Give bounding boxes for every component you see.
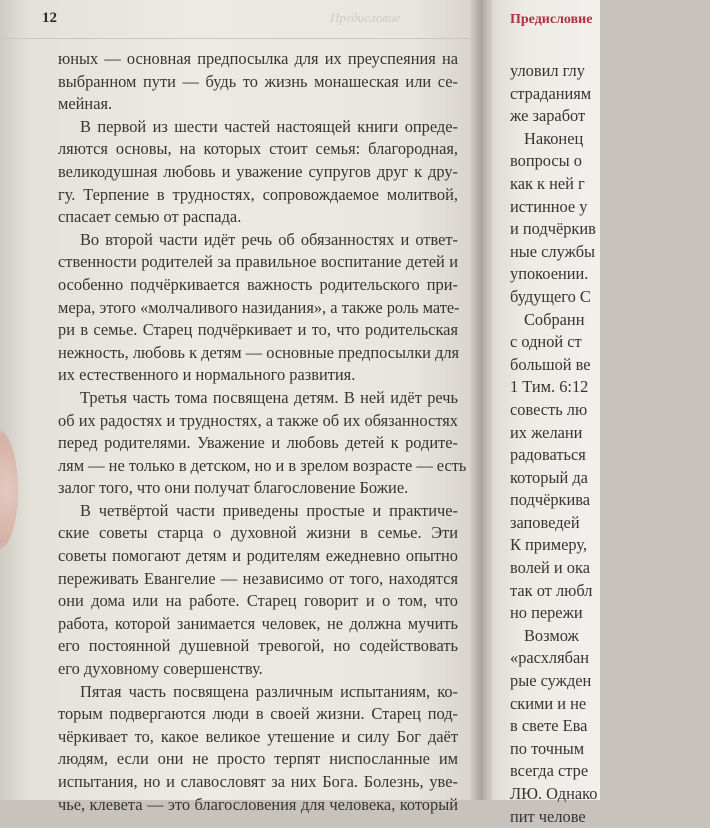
text-line: скими и не <box>510 693 587 713</box>
text-line: они дома или на работе. Старец говорит и о том, что <box>58 591 458 611</box>
running-head-left: Предисловие <box>330 10 401 25</box>
text-line: мейная. <box>58 94 113 114</box>
text-line: радоваться <box>510 445 586 465</box>
text-line: выбранном пути — будь то жизнь монашеская или се- <box>58 71 458 91</box>
text-line: ственности родителей за правильное воспитание детей и <box>58 252 458 272</box>
text-line: перед родителями. Уважение и любовь детей к родите- <box>58 433 458 453</box>
text-line: но пережи <box>510 603 583 623</box>
text-line: большой ве <box>510 354 591 374</box>
right-book-page <box>492 0 600 826</box>
text-line: ри в семье. Старец подчёркивает и то, что родительская <box>58 320 458 340</box>
text-line: вопросы о <box>510 151 582 171</box>
text-line: спасает семью от распада. <box>58 207 242 227</box>
text-line: волей и ока <box>510 558 590 578</box>
text-line: который да <box>510 467 588 487</box>
text-line: Пятая часть посвящена различным испытаниям, ко- <box>80 681 458 701</box>
text-line: пит челове <box>510 806 586 826</box>
text-line: работа, которой занимается человек, не должна мучить <box>58 613 458 633</box>
text-line: их желани <box>510 422 583 442</box>
text-line: К примеру, <box>510 535 588 555</box>
text-line: подчёркива <box>510 490 591 510</box>
text-line: Во второй части идёт речь об обязанностях и ответ- <box>80 229 458 249</box>
text-line: его постоянной душевной тревогой, но содействовать <box>58 636 458 656</box>
text-line: уловил глу <box>510 61 585 80</box>
text-line: упокоении. <box>510 264 589 284</box>
text-line: В первой из шести частей настоящей книги опреде- <box>80 116 458 136</box>
text-line: его духовному совершенству. <box>58 659 263 679</box>
text-line: В четвёртой части приведены простые и практиче- <box>80 500 458 520</box>
text-line: в свете Ева <box>510 716 588 736</box>
text-line: по точным <box>510 738 585 758</box>
text-line: особенно подчёркивается важность родительского при- <box>58 274 458 294</box>
text-line: чье, клевета — это благословения для человека, который <box>58 794 458 814</box>
text-line: «расхлябан <box>510 648 590 668</box>
text-line: страданиям <box>510 83 592 103</box>
text-line: совесть лю <box>510 399 588 419</box>
text-line: Наконец <box>524 128 584 148</box>
text-line: людям, если они не просто терпят ниспосланные им <box>58 749 458 769</box>
right-page-body-text <box>510 60 710 828</box>
text-line: Возмож <box>524 625 579 645</box>
text-line: как к ней г <box>510 173 585 193</box>
text-line: ляются основы, на которых стоит семья: благородная, <box>58 139 458 159</box>
text-line: юных — основная предпосылка для их преуспеяния на <box>58 49 458 68</box>
text-line: гу. Терпение в трудностях, сопровождаемое молитвой, <box>58 184 458 204</box>
text-line: будущего С <box>510 286 591 306</box>
text-line: чёркивает то, какое великое утешение и силу Бог даёт <box>58 726 458 746</box>
text-line: лям — не только в детском, но и в зрелом возрасте — есть <box>58 455 467 475</box>
text-line: всегда стре <box>510 761 589 781</box>
page-number: 12 <box>42 10 57 26</box>
finger-shadow <box>0 430 18 550</box>
text-line: и подчёркив <box>510 219 596 239</box>
text-line: советы помогают детям и родителям ежедневно опытно <box>58 546 458 566</box>
text-line: торым подвергаются люди в своей жизни. Старец под- <box>58 704 458 724</box>
text-line: испытания, но и славословят за них Бога. Болезнь, увe- <box>58 772 458 791</box>
running-head-right: Предисловие <box>510 12 593 27</box>
text-line: ные службы <box>510 241 596 261</box>
text-line: об их радостях и трудностях, а также об их обязанностях <box>58 410 458 430</box>
text-line: залог того, что они получат благословение Божие. <box>58 478 409 498</box>
text-line: Собранн <box>524 309 585 329</box>
text-line: рые сужден <box>510 671 592 691</box>
text-line: заповедей <box>510 512 580 532</box>
text-line: мера, этого «молчаливого назидания», а также роль мате- <box>58 297 460 317</box>
left-page-body-text <box>58 48 467 816</box>
header-rule <box>0 38 480 39</box>
text-line: 1 Тим. 6:12 <box>510 377 589 397</box>
text-line: ские советы старца о духовной жизни в семье. Эти <box>58 523 458 543</box>
text-line: Третья часть тома посвящена детям. В ней идёт речь <box>80 387 458 407</box>
text-line: нежность, любовь к детям — основные предпосылки для <box>58 342 460 362</box>
text-line: истинное у <box>510 196 588 216</box>
text-line: переживать Евангелие — независимо от того, находятся <box>58 568 458 588</box>
text-line: их естественного и нормального развития. <box>58 365 356 385</box>
text-line: ЛЮ. Однако <box>510 784 598 803</box>
text-line: великодушная любовь и уважение супругов друг к дру- <box>58 161 458 181</box>
text-line: так от любл <box>510 580 593 600</box>
text-line: с одной ст <box>510 332 582 352</box>
text-line: же заработ <box>510 106 586 126</box>
